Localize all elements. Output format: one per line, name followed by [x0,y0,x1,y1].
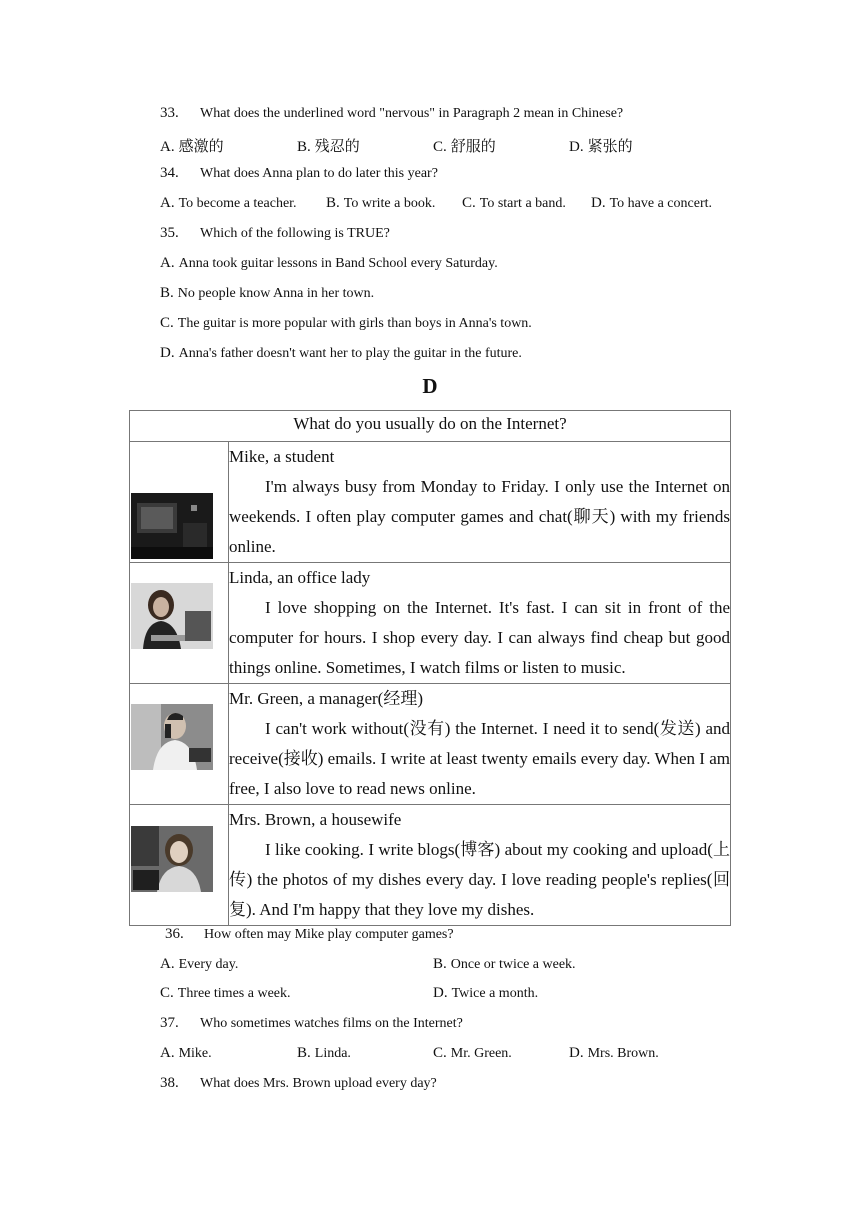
entry-body: I'm always busy from Monday to Friday. I only use the Internet on weekends. I often play computer games and chat(聊天) with my friends online. [229,477,730,556]
question-number: 38. [160,1075,179,1091]
option-text: Anna took guitar lessons in Band School every Saturday. [178,256,498,271]
option-text: Every day. [178,957,239,972]
question-number: 34. [160,165,179,181]
entry-mike [229,442,731,563]
question-text: What does Mrs. Brown upload every day? [200,1076,437,1091]
question-text: Which of the following is TRUE? [200,226,390,241]
photo-woman-at-computer [131,583,213,649]
option-text: To have a concert. [609,196,713,211]
option-letter: A. [160,956,175,972]
option-letter: D. [569,1045,584,1061]
option-text: Linda. [314,1046,351,1061]
option-letter: A. [160,255,175,271]
option-d [569,135,633,156]
question-33 [160,105,623,122]
entry-name: Mike, a student [229,447,335,466]
section-title: D [422,374,438,398]
option-text: To become a teacher. [178,196,297,211]
option-text: 舒服的 [450,139,496,155]
option-text: Mrs. Brown. [587,1046,659,1061]
question-35 [160,225,390,242]
option-d [160,345,522,362]
option-text: To write a book. [343,196,436,211]
option-text: Mr. Green. [450,1046,512,1061]
question-number: 37. [160,1015,179,1031]
question-38 [160,1075,437,1092]
option-letter: A. [160,139,175,155]
option-text: To start a band. [479,196,566,211]
option-c [160,985,291,1002]
option-b [297,1045,351,1062]
passage-title: What do you usually do on the Internet? [130,411,731,442]
entry-name: Mr. Green, a manager(经理) [229,689,424,708]
entry-body: I can't work without(没有) the Internet. I need it to send(发送) and receive(接收) emails. I write at least twenty emails every day. When I am free, I also love to read news online. [229,719,730,798]
option-letter: C. [160,315,174,331]
question-34 [160,165,438,182]
question-text: What does the underlined word "nervous" in Paragraph 2 mean in Chinese? [200,106,624,121]
option-letter: B. [297,139,311,155]
option-letter: B. [160,285,174,301]
option-a [160,195,297,212]
option-letter: C. [433,1045,447,1061]
option-letter: A. [160,195,175,211]
entry-name: Linda, an office lady [229,568,371,587]
option-letter: D. [591,195,606,211]
option-letter: B. [326,195,340,211]
option-text: No people know Anna in her town. [177,286,375,301]
entry-name: Mrs. Brown, a housewife [229,810,402,829]
question-number: 36. [165,926,184,942]
option-a [160,956,238,973]
option-letter: C. [462,195,476,211]
option-text: 感激的 [178,139,224,155]
option-a [160,255,498,272]
option-text: Three times a week. [177,986,291,1001]
option-d [569,1045,659,1062]
option-c [433,135,496,156]
photo-computer-screen [131,493,213,559]
option-d [433,985,538,1002]
option-text: Once or twice a week. [450,957,576,972]
photo-cell [130,805,229,926]
question-text: How often may Mike play computer games? [204,927,454,942]
option-text: Twice a month. [451,986,539,1001]
option-b [160,285,374,302]
entry-body: I like cooking. I write blogs(博客) about my cooking and upload(上传) the photos of my dishes every day. I love reading people's replies(回复). And I'm happy that they love my dishes. [229,840,730,919]
option-text: Mike. [178,1046,212,1061]
option-letter: D. [433,985,448,1001]
option-a [160,1045,212,1062]
photo-man-on-phone [131,704,213,770]
photo-cell [130,442,229,563]
option-letter: C. [433,139,447,155]
option-c [160,315,532,332]
option-b [326,195,435,212]
photo-woman-smiling [131,826,213,892]
photo-cell [130,563,229,684]
photo-cell [130,684,229,805]
question-number: 35. [160,225,179,241]
entry-linda [229,563,731,684]
passage-table [129,410,731,926]
question-37 [160,1015,463,1032]
option-a [160,135,224,156]
entry-mr-green [229,684,731,805]
option-letter: D. [160,345,175,361]
option-letter: D. [569,139,584,155]
entry-mrs-brown [229,805,731,926]
option-c [462,195,566,212]
option-text: 紧张的 [587,139,633,155]
option-letter: B. [433,956,447,972]
option-letter: A. [160,1045,175,1061]
option-text: 残忍的 [314,139,360,155]
question-36 [165,926,454,943]
option-text: Anna's father doesn't want her to play the guitar in the future. [178,346,522,361]
option-text: The guitar is more popular with girls than boys in Anna's town. [177,316,532,331]
question-text: What does Anna plan to do later this year? [200,166,438,181]
question-text: Who sometimes watches films on the Internet? [200,1016,463,1031]
option-d [591,195,712,212]
option-letter: C. [160,985,174,1001]
entry-body: I love shopping on the Internet. It's fast. I can sit in front of the computer for hours. I shop every day. I can always find cheap but good things online. Sometimes, I watch films or listen to music. [229,598,730,677]
option-b [433,956,576,973]
option-b [297,135,360,156]
question-number: 33. [160,105,179,121]
option-letter: B. [297,1045,311,1061]
option-c [433,1045,512,1062]
